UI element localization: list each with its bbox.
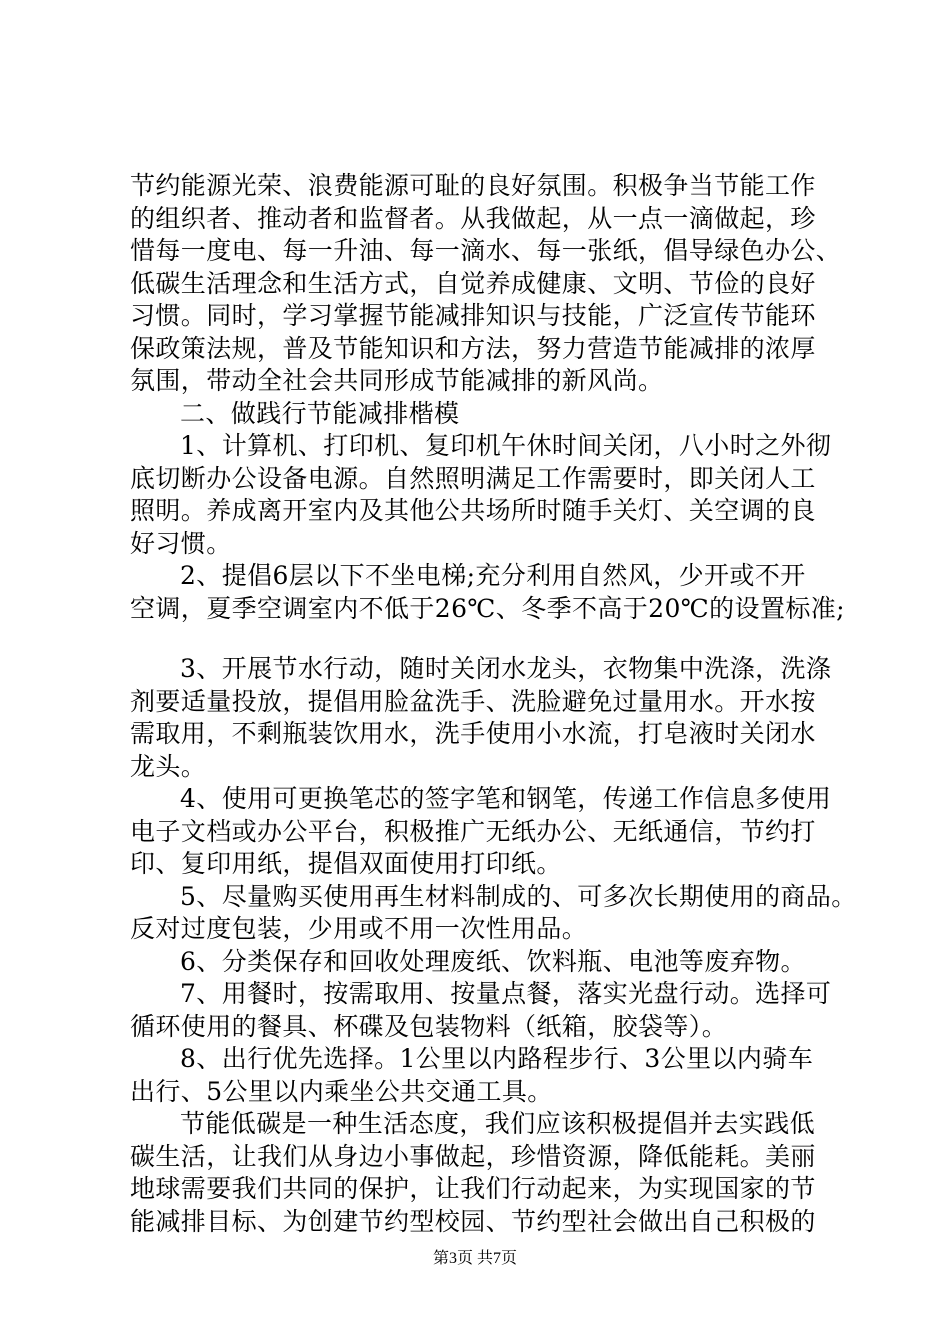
text-line: 1、计算机、打印机、复印机午休时间关闭，八小时之外彻 <box>180 431 832 460</box>
text-line: 7、用餐时，按需取用、按量点餐，落实光盘行动。选择可 <box>180 979 832 1008</box>
text-line: 节约能源光荣、浪费能源可耻的良好氛围。积极争当节能工作 <box>130 171 816 200</box>
paragraph <box>130 1043 835 1108</box>
text-line: 低碳生活理念和生活方式，自觉养成健康、文明、节俭的良好 <box>130 268 816 298</box>
paragraph <box>130 946 835 979</box>
text-line: 反对过度包装，少用或不用一次性用品。 <box>130 914 588 943</box>
text-line: 惜每一度电、每一升油、每一滴水、每一张纸，倡导绿色办公、 <box>130 236 842 265</box>
paragraph <box>130 430 835 560</box>
text-line: 照明。养成离开室内及其他公共场所时随手关灯、关空调的良 <box>130 496 816 525</box>
paragraph <box>130 170 842 398</box>
text-line: 2、提倡6层以下不坐电梯;充分利用自然风，少开或不开 <box>180 561 806 590</box>
text-line: 8、出行优先选择。1公里以内路程步行、3公里以内骑车 <box>180 1044 814 1073</box>
text-line: 底切断办公设备电源。自然照明满足工作需要时，即关闭人工 <box>130 463 816 493</box>
paragraph <box>130 978 835 1043</box>
text-line: 地球需要我们共同的保护，让我们行动起来，为实现国家的节 <box>130 1174 816 1203</box>
text-line: 6、分类保存和回收处理废纸、饮料瓶、电池等废弃物。 <box>180 946 806 976</box>
text-line: 二、做践行节能减排楷模 <box>180 398 460 428</box>
text-line: 氛围，带动全社会共同形成节能减排的新风尚。 <box>130 366 664 395</box>
text-line: 能减排目标、为创建节约型校园、节约型社会做出自己积极的 <box>130 1206 816 1236</box>
paragraph <box>130 653 835 783</box>
text-line: 循环使用的餐具、杯碟及包装物料（纸箱，胶袋等）。 <box>130 1011 728 1041</box>
paragraph <box>130 398 835 431</box>
text-line: 需取用，不剩瓶装饮用水，洗手使用小水流，打皂液时关闭水 <box>130 719 816 748</box>
text-line: 节能低碳是一种生活态度，我们应该积极提倡并去实践低 <box>180 1109 816 1138</box>
text-line: 剂要适量投放，提倡用脸盆洗手、洗脸避免过量用水。开水按 <box>130 686 816 716</box>
paragraph-gap <box>130 625 835 653</box>
paragraph <box>130 1108 835 1238</box>
text-line: 的组织者、推动者和监督者。从我做起，从一点一滴做起，珍 <box>130 203 816 233</box>
text-line: 印、复印用纸，提倡双面使用打印纸。 <box>130 849 562 878</box>
text-line: 习惯。同时，学习掌握节能减排知识与技能，广泛宣传节能环 <box>130 301 816 330</box>
text-line: 5、尽量购买使用再生材料制成的、可多次长期使用的商品。 <box>180 881 857 911</box>
paragraph <box>130 783 835 881</box>
paragraph <box>130 560 845 625</box>
text-line: 龙头。 <box>130 751 207 781</box>
text-line: 出行、5公里以内乘坐公共交通工具。 <box>130 1076 553 1106</box>
text-line: 3、开展节水行动，随时关闭水龙头，衣物集中洗涤，洗涤 <box>180 654 832 683</box>
text-line: 空调，夏季空调室内不低于26℃、冬季不高于20℃的设置标准; <box>130 593 845 623</box>
paragraph <box>130 881 857 946</box>
text-line: 保政策法规，普及节能知识和方法，努力营造节能减排的浓厚 <box>130 333 816 363</box>
document-body <box>130 170 857 1238</box>
text-line: 4、使用可更换笔芯的签字笔和钢笔，传递工作信息多使用 <box>180 784 832 813</box>
text-line: 碳生活，让我们从身边小事做起，珍惜资源，降低能耗。美丽 <box>130 1141 816 1171</box>
text-line: 电子文档或办公平台，积极推广无纸办公、无纸通信，节约打 <box>130 816 816 846</box>
page-footer: 第3页 共7页 <box>432 1250 517 1267</box>
text-line: 好习惯。 <box>130 528 232 558</box>
